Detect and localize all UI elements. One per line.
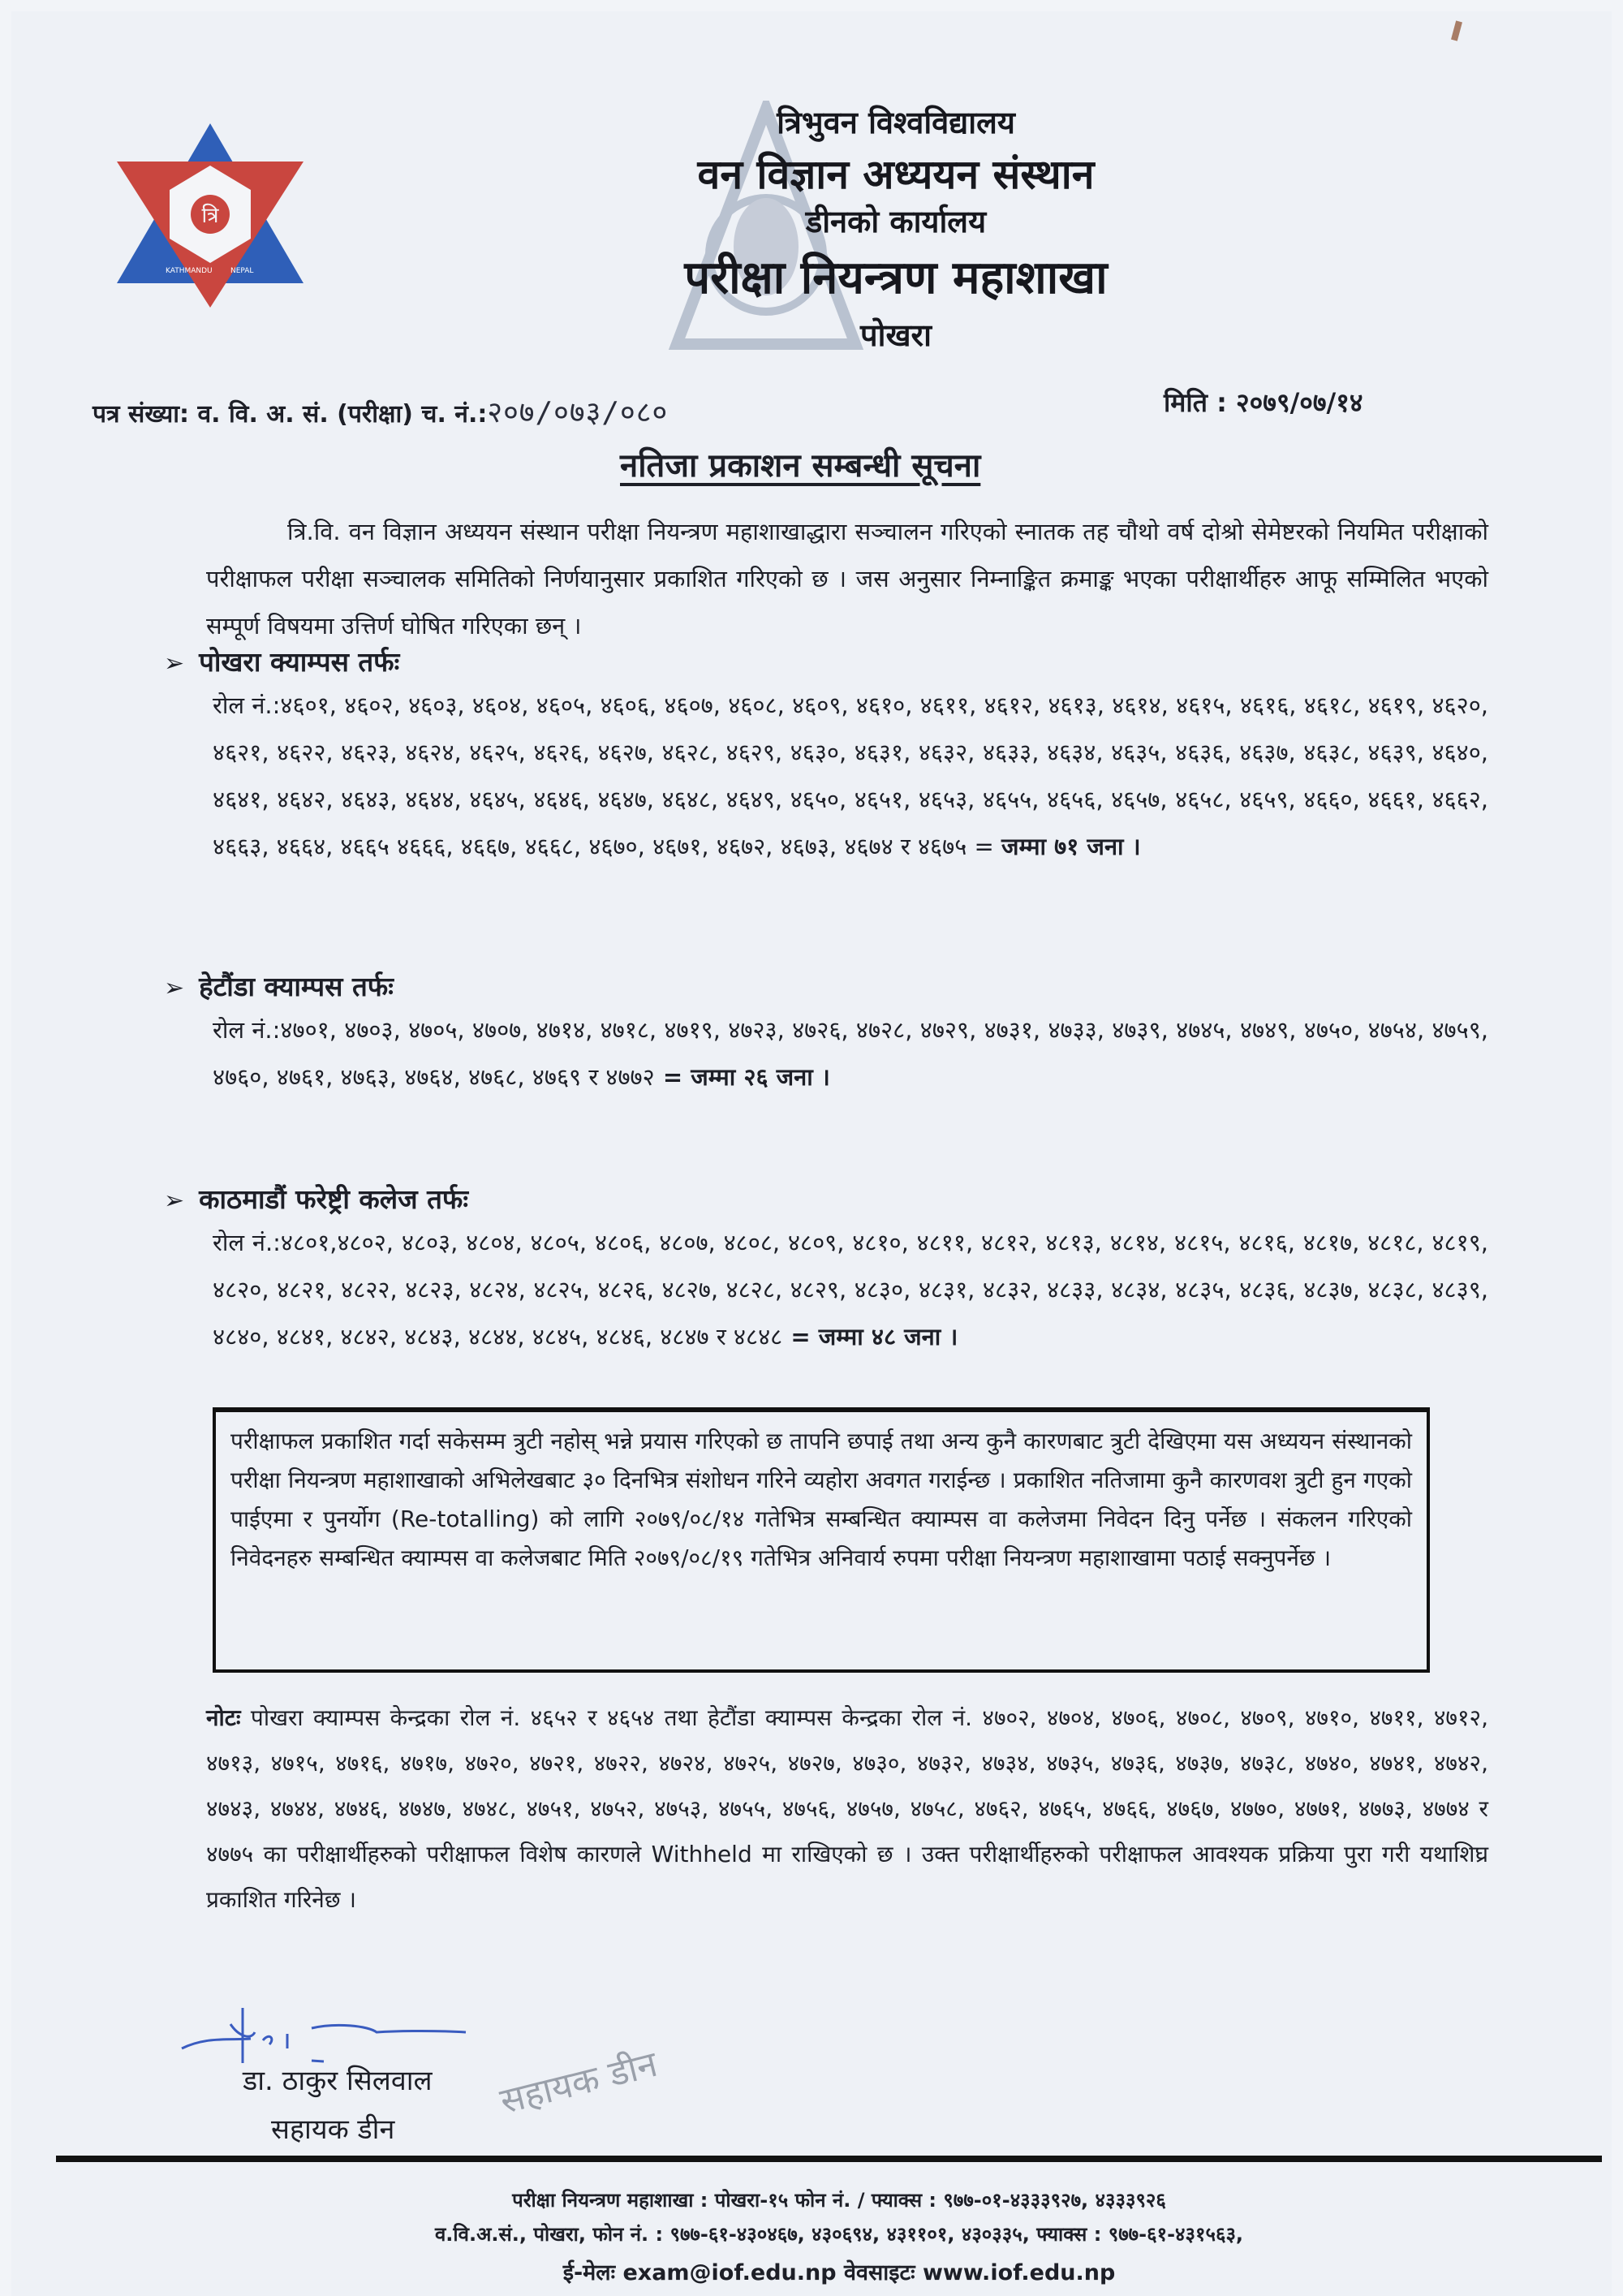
header-office: डीनको कार्यालय [805, 204, 987, 239]
staple-mark [1451, 20, 1462, 41]
date-value: २०७९/०७/१४ [1236, 387, 1363, 418]
reference-label: पत्र संख्या: व. वि. अ. सं. (परीक्षा) च. नं.: [93, 400, 488, 429]
website-label: वेवसाइटः [836, 2260, 923, 2285]
section-heading-text: पोखरा क्याम्पस तर्फः [199, 646, 400, 678]
footer-exam-division-contact: परीक्षा नियन्त्रण महाशाखा : पोखरा-१५ फोन नं. / फ्याक्स : ९७७-०१-४३३३९२७, ४३३३९२६ [512, 2189, 1166, 2212]
reference-number [93, 391, 668, 431]
intro-paragraph: त्रि.वि. वन विज्ञान अध्ययन संस्थान परीक्षा नियन्त्रण महाशाखाद्धारा सञ्चालन गरिएको स्नातक तह चौथो वर्ष दोश्रो सेमेष्टरको नियमित परीक्षाको परीक्षाफल परीक्षा सञ्चालक समितिको निर्णयानुसार प्रकाशित गरिएको छ । जस अनुसार निम्नाङ्कित क्रमाङ्क भएका परीक्षार्थीहरु आफू सम्मिलित भएको सम्पूर्ण विषयमा उत्तिर्ण घोषित गरिएका छन् । [206, 518, 1489, 640]
section-heading-hetauda [164, 967, 394, 1004]
header-division: परीक्षा नियन्त्रण महाशाखा [684, 252, 1108, 304]
roll-numbers: रोल नं.:४६०१, ४६०२, ४६०३, ४६०४, ४६०५, ४६०६, ४६०७, ४६०८, ४६०९, ४६१०, ४६११, ४६१२, ४६१३, ४६१४, ४६१५, ४६१६, ४६१८, ४६१९, ४६२०, ४६२१, ४६२२, ४६२३, ४६२४, ४६२५, ४६२६, ४६२७, ४६२८, ४६२९, ४६३०, ४६३१, ४६३२, ४६३३, ४६३४, ४६३५, ४६३६, ४६३७, ४६३८, ४६३९, ४६४०, ४६४१, ४६४२, ४६४३, ४६४४, ४६४५, ४६४६, ४६४७, ४६४८, ४६४९, ४६५०, ४६५१, ४६५३, ४६५५, ४६५६, ४६५७, ४६५८, ४६५९, ४६६०, ४६६१, ४६६२, ४६६३, ४६६४, ४६६५ ४६६६, ४६६७, ४६६८, ४६७०, ४६७१, ४६७२, ४६७३, ४६७४ र ४६७५ = [213, 691, 1488, 860]
signatory-title: सहायक डीन [271, 2113, 395, 2146]
footer-institute-contact: व.वि.अ.सं., पोखरा, फोन नं. : ९७७-६१-४३०४६७, ४३०६९४, ४३११०१, ४३०३३५, फ्याक्स : ९७७-६१-४३१५६३, [434, 2223, 1244, 2246]
roll-list-kathmandu [213, 1219, 1488, 1360]
correction-notice-box: परीक्षाफल प्रकाशित गर्दा सकेसम्म त्रुटी नहोस् भन्ने प्रयास गरिएको छ तापनि छपाई तथा अन्य कुनै कारणबाट त्रुटी देखिएमा यस अध्ययन संस्थानको परीक्षा नियन्त्रण महाशाखाको अभिलेखबाट ३० दिनभित्र संशोधन गरिने व्यहोरा अवगत गराईन्छ । प्रकाशित नतिजामा कुनै कारणवश त्रुटी हुन गएको पाईएमा र पुनर्योग (Re-totalling) को लागि २०७९/०८/१४ गतेभित्र सम्बन्धित क्याम्पस वा कलेजमा निवेदन दिनु पर्नेछ । संकलन गरिएको निवेदनहरु सम्बन्धित क्याम्पस वा कलेजबाट मिति २०७९/०८/१९ गतेभित्र अनिवार्य रुपमा परीक्षा नियन्त्रण महाशाखामा पठाई सक्नुपर्नेछ । [213, 1407, 1430, 1673]
date-label: मिति : [1164, 387, 1237, 418]
email-link[interactable]: exam@iof.edu.np [622, 2260, 837, 2285]
website-link[interactable]: www.iof.edu.np [922, 2260, 1116, 2285]
note-text: पोखरा क्याम्पस केन्द्रका रोल नं. ४६५२ र ४६५४ तथा हेटौंडा क्याम्पस केन्द्रका रोल नं. ४७०२, ४७०४, ४७०६, ४७०८, ४७०९, ४७१०, ४७११, ४७१२, ४७१३, ४७१५, ४७१६, ४७१७, ४७२०, ४७२१, ४७२२, ४७२४, ४७२५, ४७२७, ४७३०, ४७३२, ४७३४, ४७३५, ४७३६, ४७३७, ४७३८, ४७४०, ४७४१, ४७४२, ४७४३, ४७४४, ४७४६, ४७४७, ४७४८, ४७५१, ४७५२, ४७५३, ४७५५, ४७५६, ४७५७, ४७५८, ४७६२, ४७६५, ४७६६, ४७६७, ४७७०, ४७७१, ४७७३, ४७७४ र ४७७५ का परीक्षार्थीहरुको परीक्षाफल विशेष कारणले Withheld मा राखिएको छ । उक्त परीक्षार्थीहरुको परीक्षाफल आवश्यक प्रक्रिया पुरा गरी यथाशिघ्र प्रकाशित गरिनेछ । [206, 1704, 1488, 1913]
logo-text-kathmandu: KATHMANDU [166, 267, 213, 275]
note-label: नोटः [206, 1704, 241, 1731]
section-heading-text: हेटौंडा क्याम्पस तर्फः [199, 971, 394, 1002]
arrow-bullet-icon: ➢ [164, 649, 185, 678]
roll-total: = जम्मा २६ जना । [654, 1063, 830, 1091]
university-logo [109, 117, 312, 312]
header-university: त्रिभुवन विश्वविद्यालय [777, 105, 1015, 140]
header-institute: वन विज्ञान अध्ययन संस्थान [697, 151, 1095, 198]
reference-value: २०७/०७३/०८० [487, 396, 669, 429]
footer-online-contact [141, 2256, 1537, 2286]
logo-text-nepal: NEPAL [230, 267, 254, 275]
section-heading-text: काठमाडौं फरेष्ट्री कलेज तर्फः [199, 1183, 469, 1215]
roll-numbers: रोल नं.:४७०१, ४७०३, ४७०५, ४७०७, ४७१४, ४७१८, ४७१९, ४७२३, ४७२६, ४७२८, ४७२९, ४७३१, ४७३३, ४७३९, ४७४५, ४७४९, ४७५०, ४७५४, ४७५९, ४७६०, ४७६१, ४७६३, ४७६४, ४७६८, ४७६९ र ४७७२ [213, 1016, 1488, 1091]
issue-date [1164, 385, 1363, 420]
document-page [11, 11, 1612, 2296]
roll-total: जम्मा ७१ जना । [1001, 833, 1141, 860]
section-heading-pokhara [164, 643, 399, 679]
roll-numbers: रोल नं.:४८०१,४८०२, ४८०३, ४८०४, ४८०५, ४८०६, ४८०७, ४८०८, ४८०९, ४८१०, ४८११, ४८१२, ४८१३, ४८१४, ४८१५, ४८१६, ४८१७, ४८१८, ४८१९, ४८२०, ४८२१, ४८२२, ४८२३, ४८२४, ४८२५, ४८२६, ४८२७, ४८२८, ४८२९, ४८३०, ४८३१, ४८३२, ४८३३, ४८३४, ४८३५, ४८३६, ४८३७, ४८३८, ४८३९, ४८४०, ४८४१, ४८४२, ४८४३, ४८४४, ४८४५, ४८४६, ४८४७ र ४८४८ [213, 1229, 1488, 1350]
roll-list-pokhara [213, 682, 1488, 870]
withheld-note [206, 1695, 1488, 1923]
signatory-name: डा. ठाकुर सिलवाल [243, 2065, 433, 2097]
roll-total: = जम्मा ४८ जना । [782, 1323, 958, 1350]
roll-list-hetauda [213, 1006, 1488, 1101]
notice-title: नतिजा प्रकाशन सम्बन्धी सूचना [620, 447, 981, 485]
header-location: पोखरा [860, 317, 932, 353]
handwritten-signature [174, 1992, 498, 2065]
designation-stamp: सहायक डीन [496, 2043, 662, 2123]
arrow-bullet-icon: ➢ [164, 1187, 185, 1215]
section-heading-kathmandu [164, 1180, 468, 1217]
svg-text:त्रि: त्रि [201, 204, 219, 228]
arrow-bullet-icon: ➢ [164, 974, 185, 1002]
email-label: ई-मेलः [562, 2260, 623, 2285]
footer-divider [56, 2156, 1602, 2162]
